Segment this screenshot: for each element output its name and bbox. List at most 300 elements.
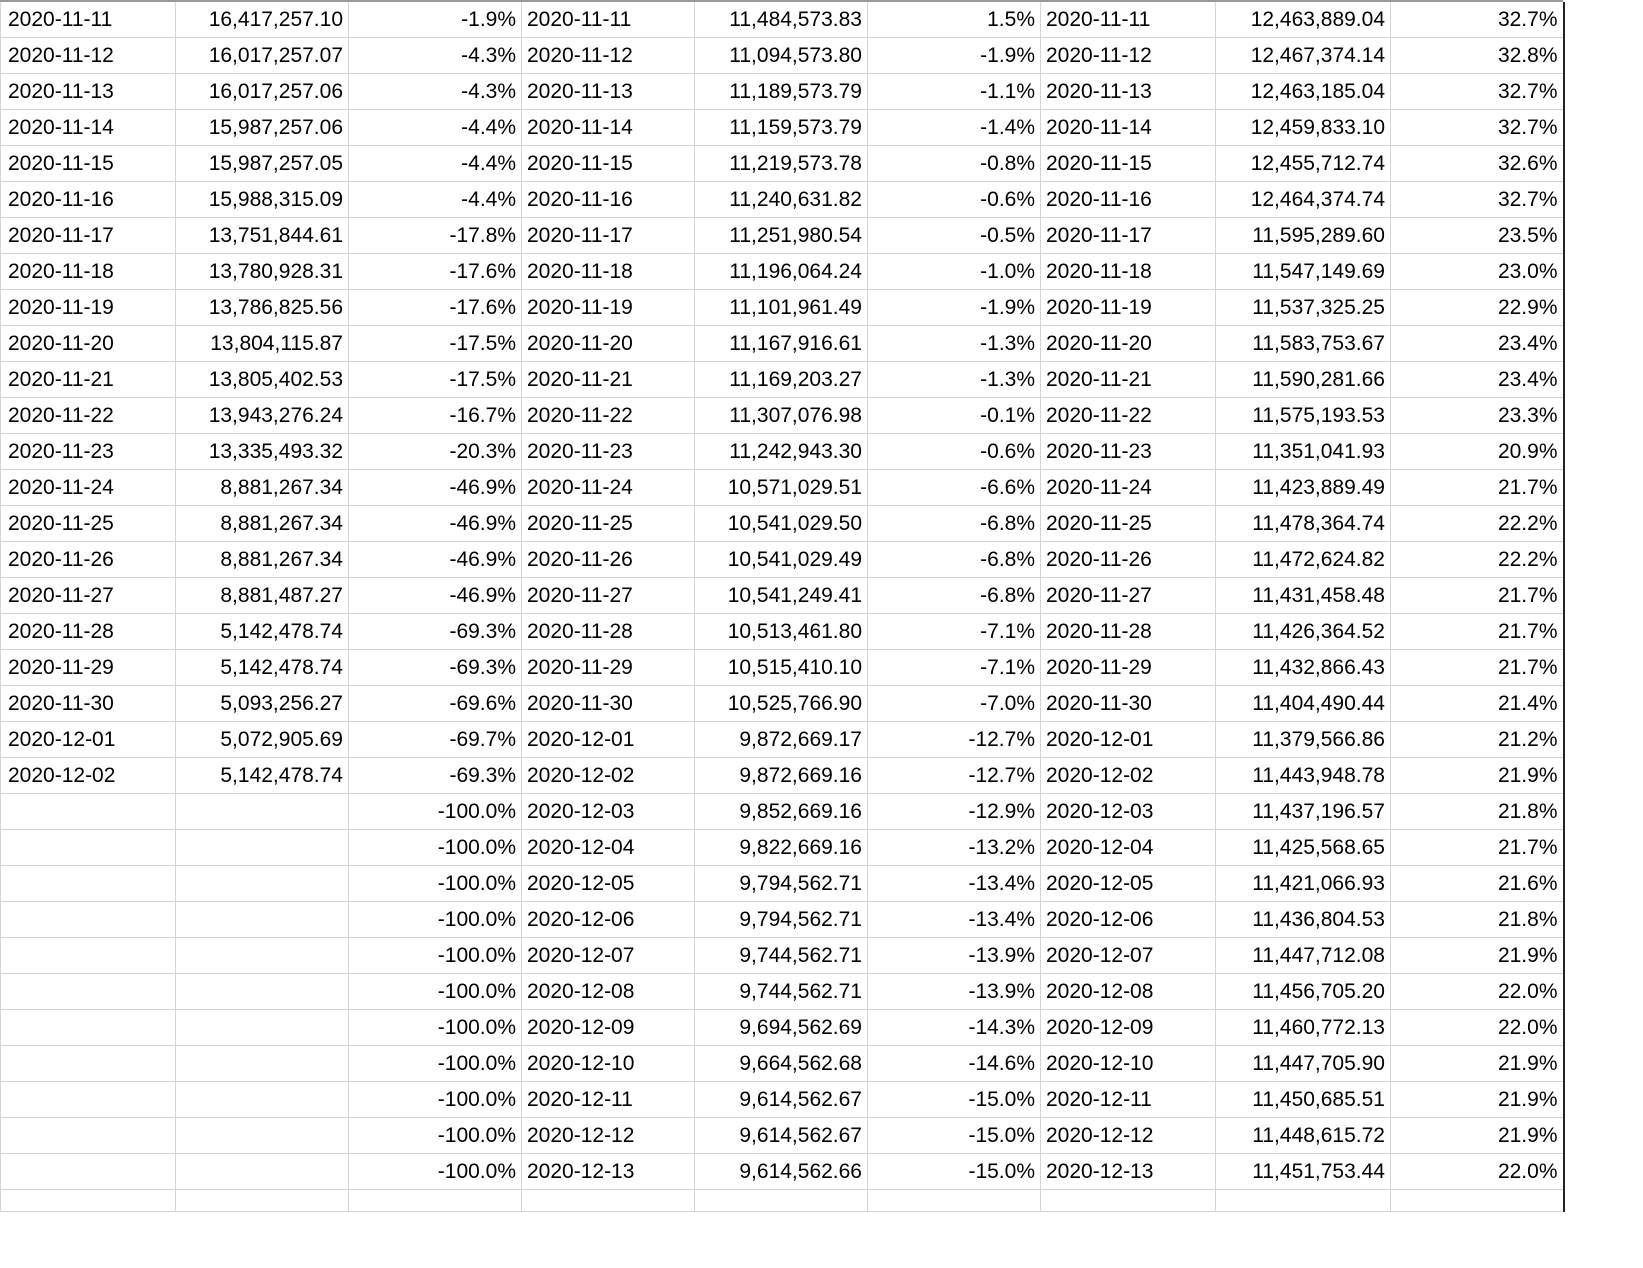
cell-date-b[interactable]: 2020-11-30 (522, 686, 695, 722)
cell-date-c[interactable]: 2020-11-18 (1041, 254, 1216, 290)
cell-date-b[interactable]: 2020-11-14 (522, 110, 695, 146)
cell-value-a[interactable] (176, 1082, 349, 1118)
cell-date-c[interactable]: 2020-11-30 (1041, 686, 1216, 722)
cell-value-c[interactable]: 11,583,753.67 (1216, 326, 1391, 362)
cell-date-c[interactable]: 2020-11-21 (1041, 362, 1216, 398)
cell-value-c[interactable]: 12,464,374.74 (1216, 182, 1391, 218)
cell-date-a[interactable]: 2020-12-02 (1, 758, 176, 794)
cell-change-b[interactable]: -6.8% (868, 578, 1041, 614)
cell-date-a[interactable]: 2020-11-23 (1, 434, 176, 470)
cell-change-c[interactable]: 21.7% (1391, 830, 1564, 866)
cell-change-b[interactable]: -12.7% (868, 722, 1041, 758)
cell-date-b[interactable]: 2020-11-28 (522, 614, 695, 650)
cell-date-a[interactable] (1, 794, 176, 830)
cell-value-a[interactable]: 5,142,478.74 (176, 758, 349, 794)
cell-change-c[interactable]: 32.7% (1391, 182, 1564, 218)
cell-value-b[interactable]: 9,614,562.66 (695, 1154, 868, 1190)
cell-change-b[interactable]: -15.0% (868, 1118, 1041, 1154)
cell-change-a[interactable]: -17.8% (349, 218, 522, 254)
cell-change-c[interactable]: 21.8% (1391, 794, 1564, 830)
cell-date-a[interactable] (1, 1046, 176, 1082)
cell-date-b[interactable]: 2020-12-13 (522, 1154, 695, 1190)
cell-date-c[interactable]: 2020-11-15 (1041, 146, 1216, 182)
cell-change-c[interactable]: 20.9% (1391, 434, 1564, 470)
cell-date-c[interactable]: 2020-11-16 (1041, 182, 1216, 218)
cell-date-b[interactable]: 2020-11-24 (522, 470, 695, 506)
cell-date-c[interactable]: 2020-11-20 (1041, 326, 1216, 362)
cell-value-c[interactable]: 12,467,374.14 (1216, 38, 1391, 74)
cell-change-b[interactable]: -0.6% (868, 434, 1041, 470)
cell-value-b[interactable]: 9,822,669.16 (695, 830, 868, 866)
cell-change-a[interactable]: -100.0% (349, 938, 522, 974)
cell-change-c[interactable]: 22.9% (1391, 290, 1564, 326)
cell-change-b[interactable]: -1.3% (868, 362, 1041, 398)
cell-date-a[interactable]: 2020-11-18 (1, 254, 176, 290)
cell-date-b[interactable]: 2020-12-11 (522, 1082, 695, 1118)
cell-value-a[interactable]: 5,072,905.69 (176, 722, 349, 758)
cell-change-b[interactable]: 1.5% (868, 2, 1041, 38)
cell-change-c[interactable]: 21.8% (1391, 902, 1564, 938)
cell-change-c[interactable]: 32.7% (1391, 74, 1564, 110)
cell-date-a[interactable] (1, 830, 176, 866)
cell-value-a[interactable]: 5,142,478.74 (176, 614, 349, 650)
cell-date-c[interactable]: 2020-12-03 (1041, 794, 1216, 830)
cell-date-b[interactable]: 2020-11-19 (522, 290, 695, 326)
cell-date-b[interactable]: 2020-11-17 (522, 218, 695, 254)
cell-date-c[interactable]: 2020-11-12 (1041, 38, 1216, 74)
cell-date-b[interactable]: 2020-12-07 (522, 938, 695, 974)
cell-value-a[interactable] (176, 1190, 349, 1212)
cell-value-c[interactable]: 11,448,615.72 (1216, 1118, 1391, 1154)
cell-value-b[interactable]: 10,513,461.80 (695, 614, 868, 650)
cell-change-a[interactable]: -100.0% (349, 1082, 522, 1118)
cell-value-a[interactable]: 15,987,257.06 (176, 110, 349, 146)
cell-value-c[interactable]: 12,463,889.04 (1216, 2, 1391, 38)
cell-date-c[interactable]: 2020-12-01 (1041, 722, 1216, 758)
cell-date-a[interactable] (1, 1082, 176, 1118)
cell-value-c[interactable]: 12,459,833.10 (1216, 110, 1391, 146)
cell-date-c[interactable]: 2020-12-10 (1041, 1046, 1216, 1082)
cell-value-c[interactable]: 11,351,041.93 (1216, 434, 1391, 470)
cell-value-b[interactable]: 9,744,562.71 (695, 974, 868, 1010)
cell-value-a[interactable]: 13,335,493.32 (176, 434, 349, 470)
cell-value-a[interactable] (176, 866, 349, 902)
cell-change-b[interactable]: -13.9% (868, 974, 1041, 1010)
cell-change-b[interactable]: -1.4% (868, 110, 1041, 146)
cell-change-c[interactable]: 21.9% (1391, 938, 1564, 974)
cell-change-a[interactable]: -4.3% (349, 38, 522, 74)
cell-change-a[interactable]: -69.3% (349, 650, 522, 686)
cell-value-a[interactable]: 13,786,825.56 (176, 290, 349, 326)
cell-date-a[interactable]: 2020-12-01 (1, 722, 176, 758)
cell-change-c[interactable]: 32.7% (1391, 110, 1564, 146)
cell-date-c[interactable]: 2020-12-11 (1041, 1082, 1216, 1118)
cell-change-c[interactable]: 22.2% (1391, 506, 1564, 542)
cell-date-b[interactable]: 2020-12-06 (522, 902, 695, 938)
cell-date-c[interactable]: 2020-11-29 (1041, 650, 1216, 686)
cell-value-b[interactable]: 11,101,961.49 (695, 290, 868, 326)
cell-date-c[interactable]: 2020-11-26 (1041, 542, 1216, 578)
cell-change-c[interactable] (1391, 1190, 1564, 1212)
cell-date-b[interactable] (522, 1190, 695, 1212)
cell-change-a[interactable]: -46.9% (349, 506, 522, 542)
cell-date-c[interactable]: 2020-11-13 (1041, 74, 1216, 110)
cell-value-c[interactable]: 11,451,753.44 (1216, 1154, 1391, 1190)
cell-value-c[interactable]: 11,437,196.57 (1216, 794, 1391, 830)
cell-change-a[interactable]: -100.0% (349, 902, 522, 938)
cell-value-b[interactable]: 9,694,562.69 (695, 1010, 868, 1046)
cell-value-a[interactable] (176, 1046, 349, 1082)
cell-value-c[interactable]: 12,463,185.04 (1216, 74, 1391, 110)
cell-change-b[interactable]: -1.3% (868, 326, 1041, 362)
cell-change-a[interactable]: -100.0% (349, 794, 522, 830)
cell-change-a[interactable]: -4.3% (349, 74, 522, 110)
cell-change-b[interactable]: -0.1% (868, 398, 1041, 434)
cell-change-c[interactable]: 21.7% (1391, 614, 1564, 650)
cell-date-a[interactable]: 2020-11-13 (1, 74, 176, 110)
cell-date-c[interactable]: 2020-12-09 (1041, 1010, 1216, 1046)
cell-value-b[interactable]: 10,541,029.50 (695, 506, 868, 542)
cell-date-c[interactable]: 2020-12-05 (1041, 866, 1216, 902)
cell-date-b[interactable]: 2020-11-21 (522, 362, 695, 398)
cell-date-b[interactable]: 2020-12-08 (522, 974, 695, 1010)
cell-date-b[interactable]: 2020-11-27 (522, 578, 695, 614)
cell-change-a[interactable]: -100.0% (349, 1118, 522, 1154)
cell-date-a[interactable]: 2020-11-12 (1, 38, 176, 74)
cell-date-c[interactable]: 2020-11-24 (1041, 470, 1216, 506)
cell-change-c[interactable]: 22.0% (1391, 1010, 1564, 1046)
cell-date-b[interactable]: 2020-11-12 (522, 38, 695, 74)
cell-date-b[interactable]: 2020-11-22 (522, 398, 695, 434)
cell-change-a[interactable]: -17.5% (349, 362, 522, 398)
cell-value-a[interactable]: 16,017,257.06 (176, 74, 349, 110)
cell-value-a[interactable]: 16,417,257.10 (176, 2, 349, 38)
cell-value-b[interactable]: 9,614,562.67 (695, 1082, 868, 1118)
cell-value-c[interactable]: 11,421,066.93 (1216, 866, 1391, 902)
cell-change-c[interactable]: 23.0% (1391, 254, 1564, 290)
cell-date-a[interactable]: 2020-11-29 (1, 650, 176, 686)
cell-date-c[interactable]: 2020-11-23 (1041, 434, 1216, 470)
cell-date-a[interactable] (1, 1118, 176, 1154)
cell-date-a[interactable]: 2020-11-24 (1, 470, 176, 506)
cell-date-a[interactable]: 2020-11-20 (1, 326, 176, 362)
cell-change-a[interactable]: -100.0% (349, 866, 522, 902)
cell-value-c[interactable]: 11,432,866.43 (1216, 650, 1391, 686)
cell-date-b[interactable]: 2020-11-15 (522, 146, 695, 182)
cell-change-b[interactable]: -7.1% (868, 650, 1041, 686)
cell-change-c[interactable]: 23.4% (1391, 362, 1564, 398)
cell-date-a[interactable]: 2020-11-26 (1, 542, 176, 578)
cell-change-b[interactable]: -6.8% (868, 506, 1041, 542)
cell-value-c[interactable]: 11,537,325.25 (1216, 290, 1391, 326)
cell-change-a[interactable]: -100.0% (349, 830, 522, 866)
cell-date-b[interactable]: 2020-11-11 (522, 2, 695, 38)
cell-date-a[interactable]: 2020-11-28 (1, 614, 176, 650)
cell-change-c[interactable]: 21.6% (1391, 866, 1564, 902)
cell-value-b[interactable]: 11,167,916.61 (695, 326, 868, 362)
cell-change-c[interactable]: 22.2% (1391, 542, 1564, 578)
cell-change-c[interactable]: 21.9% (1391, 758, 1564, 794)
cell-value-c[interactable]: 11,447,712.08 (1216, 938, 1391, 974)
cell-change-c[interactable]: 21.7% (1391, 470, 1564, 506)
cell-change-b[interactable]: -7.1% (868, 614, 1041, 650)
cell-date-b[interactable]: 2020-12-12 (522, 1118, 695, 1154)
cell-value-a[interactable]: 13,805,402.53 (176, 362, 349, 398)
cell-change-b[interactable]: -0.6% (868, 182, 1041, 218)
cell-change-a[interactable]: -17.6% (349, 254, 522, 290)
cell-date-a[interactable] (1, 902, 176, 938)
cell-value-c[interactable]: 11,472,624.82 (1216, 542, 1391, 578)
cell-change-b[interactable]: -13.4% (868, 902, 1041, 938)
cell-value-c[interactable]: 11,425,568.65 (1216, 830, 1391, 866)
cell-value-b[interactable]: 9,664,562.68 (695, 1046, 868, 1082)
cell-change-b[interactable]: -13.4% (868, 866, 1041, 902)
cell-date-b[interactable]: 2020-12-02 (522, 758, 695, 794)
cell-value-b[interactable]: 11,242,943.30 (695, 434, 868, 470)
cell-change-a[interactable] (349, 1190, 522, 1212)
cell-value-a[interactable]: 8,881,487.27 (176, 578, 349, 614)
cell-value-c[interactable]: 11,450,685.51 (1216, 1082, 1391, 1118)
cell-change-c[interactable]: 21.7% (1391, 650, 1564, 686)
cell-value-a[interactable]: 13,943,276.24 (176, 398, 349, 434)
cell-value-a[interactable]: 16,017,257.07 (176, 38, 349, 74)
cell-change-c[interactable]: 21.2% (1391, 722, 1564, 758)
cell-value-c[interactable]: 11,379,566.86 (1216, 722, 1391, 758)
cell-date-c[interactable]: 2020-12-08 (1041, 974, 1216, 1010)
cell-date-c[interactable]: 2020-11-14 (1041, 110, 1216, 146)
cell-date-a[interactable] (1, 1190, 176, 1212)
cell-value-a[interactable] (176, 1010, 349, 1046)
cell-value-b[interactable]: 11,189,573.79 (695, 74, 868, 110)
cell-change-b[interactable]: -1.9% (868, 290, 1041, 326)
cell-date-b[interactable]: 2020-11-18 (522, 254, 695, 290)
cell-value-c[interactable] (1216, 1190, 1391, 1212)
cell-value-a[interactable]: 8,881,267.34 (176, 542, 349, 578)
cell-value-c[interactable]: 11,478,364.74 (1216, 506, 1391, 542)
cell-value-c[interactable]: 11,447,705.90 (1216, 1046, 1391, 1082)
cell-value-a[interactable] (176, 1154, 349, 1190)
cell-date-c[interactable]: 2020-12-04 (1041, 830, 1216, 866)
cell-value-b[interactable]: 9,852,669.16 (695, 794, 868, 830)
cell-value-a[interactable]: 13,751,844.61 (176, 218, 349, 254)
cell-change-a[interactable]: -20.3% (349, 434, 522, 470)
cell-value-c[interactable]: 11,547,149.69 (1216, 254, 1391, 290)
cell-change-b[interactable]: -15.0% (868, 1154, 1041, 1190)
cell-date-b[interactable]: 2020-11-23 (522, 434, 695, 470)
cell-value-a[interactable] (176, 830, 349, 866)
cell-change-b[interactable]: -6.6% (868, 470, 1041, 506)
cell-change-c[interactable]: 21.9% (1391, 1046, 1564, 1082)
cell-date-c[interactable]: 2020-11-25 (1041, 506, 1216, 542)
cell-date-b[interactable]: 2020-12-01 (522, 722, 695, 758)
cell-change-a[interactable]: -4.4% (349, 146, 522, 182)
cell-change-c[interactable]: 32.6% (1391, 146, 1564, 182)
cell-change-a[interactable]: -69.7% (349, 722, 522, 758)
cell-date-a[interactable]: 2020-11-15 (1, 146, 176, 182)
cell-change-a[interactable]: -4.4% (349, 182, 522, 218)
cell-value-c[interactable]: 11,595,289.60 (1216, 218, 1391, 254)
cell-date-a[interactable] (1, 1154, 176, 1190)
cell-change-b[interactable]: -0.8% (868, 146, 1041, 182)
cell-change-a[interactable]: -100.0% (349, 1046, 522, 1082)
cell-date-c[interactable]: 2020-12-13 (1041, 1154, 1216, 1190)
cell-change-a[interactable]: -69.3% (349, 614, 522, 650)
cell-date-a[interactable] (1, 974, 176, 1010)
cell-change-b[interactable]: -1.0% (868, 254, 1041, 290)
cell-date-c[interactable]: 2020-12-02 (1041, 758, 1216, 794)
cell-value-a[interactable]: 5,142,478.74 (176, 650, 349, 686)
cell-value-b[interactable]: 11,159,573.79 (695, 110, 868, 146)
cell-date-b[interactable]: 2020-11-29 (522, 650, 695, 686)
cell-change-a[interactable]: -46.9% (349, 542, 522, 578)
cell-value-b[interactable]: 11,240,631.82 (695, 182, 868, 218)
cell-date-b[interactable]: 2020-12-03 (522, 794, 695, 830)
cell-date-a[interactable]: 2020-11-19 (1, 290, 176, 326)
cell-date-a[interactable]: 2020-11-11 (1, 2, 176, 38)
cell-change-a[interactable]: -100.0% (349, 1010, 522, 1046)
cell-change-a[interactable]: -69.6% (349, 686, 522, 722)
cell-date-b[interactable]: 2020-12-10 (522, 1046, 695, 1082)
cell-change-c[interactable]: 23.4% (1391, 326, 1564, 362)
cell-value-b[interactable]: 10,541,249.41 (695, 578, 868, 614)
cell-date-a[interactable] (1, 866, 176, 902)
cell-change-a[interactable]: -1.9% (349, 2, 522, 38)
cell-value-a[interactable]: 15,988,315.09 (176, 182, 349, 218)
cell-date-b[interactable]: 2020-12-09 (522, 1010, 695, 1046)
cell-value-b[interactable]: 11,196,064.24 (695, 254, 868, 290)
cell-change-c[interactable]: 22.0% (1391, 974, 1564, 1010)
cell-value-b[interactable]: 10,525,766.90 (695, 686, 868, 722)
cell-value-b[interactable]: 11,094,573.80 (695, 38, 868, 74)
cell-change-b[interactable]: -1.1% (868, 74, 1041, 110)
cell-date-c[interactable]: 2020-12-07 (1041, 938, 1216, 974)
cell-change-b[interactable]: -7.0% (868, 686, 1041, 722)
cell-date-b[interactable]: 2020-11-16 (522, 182, 695, 218)
cell-date-b[interactable]: 2020-11-26 (522, 542, 695, 578)
cell-date-b[interactable]: 2020-11-25 (522, 506, 695, 542)
cell-date-c[interactable]: 2020-11-19 (1041, 290, 1216, 326)
cell-value-b[interactable]: 11,251,980.54 (695, 218, 868, 254)
cell-change-c[interactable]: 23.3% (1391, 398, 1564, 434)
cell-date-c[interactable]: 2020-11-22 (1041, 398, 1216, 434)
cell-date-a[interactable] (1, 938, 176, 974)
cell-value-c[interactable]: 11,590,281.66 (1216, 362, 1391, 398)
cell-change-a[interactable]: -100.0% (349, 974, 522, 1010)
cell-change-b[interactable]: -1.9% (868, 38, 1041, 74)
cell-date-a[interactable]: 2020-11-22 (1, 398, 176, 434)
cell-value-a[interactable] (176, 902, 349, 938)
cell-value-b[interactable]: 9,614,562.67 (695, 1118, 868, 1154)
cell-value-c[interactable]: 11,456,705.20 (1216, 974, 1391, 1010)
cell-change-a[interactable]: -4.4% (349, 110, 522, 146)
cell-date-c[interactable]: 2020-12-12 (1041, 1118, 1216, 1154)
cell-value-c[interactable]: 11,436,804.53 (1216, 902, 1391, 938)
cell-value-b[interactable]: 9,794,562.71 (695, 866, 868, 902)
cell-value-a[interactable] (176, 1118, 349, 1154)
cell-value-b[interactable]: 11,307,076.98 (695, 398, 868, 434)
cell-value-b[interactable]: 10,541,029.49 (695, 542, 868, 578)
cell-value-a[interactable] (176, 974, 349, 1010)
cell-change-c[interactable]: 21.4% (1391, 686, 1564, 722)
cell-value-a[interactable]: 13,780,928.31 (176, 254, 349, 290)
cell-value-b[interactable]: 10,515,410.10 (695, 650, 868, 686)
cell-value-c[interactable]: 12,455,712.74 (1216, 146, 1391, 182)
cell-value-c[interactable]: 11,431,458.48 (1216, 578, 1391, 614)
cell-value-c[interactable]: 11,426,364.52 (1216, 614, 1391, 650)
cell-value-a[interactable]: 8,881,267.34 (176, 470, 349, 506)
cell-change-b[interactable]: -6.8% (868, 542, 1041, 578)
cell-date-c[interactable] (1041, 1190, 1216, 1212)
cell-value-a[interactable]: 8,881,267.34 (176, 506, 349, 542)
cell-change-c[interactable]: 22.0% (1391, 1154, 1564, 1190)
cell-change-a[interactable]: -46.9% (349, 470, 522, 506)
cell-change-a[interactable]: -16.7% (349, 398, 522, 434)
cell-date-c[interactable]: 2020-12-06 (1041, 902, 1216, 938)
cell-date-b[interactable]: 2020-12-04 (522, 830, 695, 866)
cell-value-c[interactable]: 11,575,193.53 (1216, 398, 1391, 434)
cell-change-c[interactable]: 32.7% (1391, 2, 1564, 38)
cell-date-c[interactable]: 2020-11-17 (1041, 218, 1216, 254)
cell-date-a[interactable]: 2020-11-17 (1, 218, 176, 254)
cell-date-a[interactable]: 2020-11-25 (1, 506, 176, 542)
cell-date-c[interactable]: 2020-11-11 (1041, 2, 1216, 38)
cell-date-b[interactable]: 2020-11-20 (522, 326, 695, 362)
cell-value-a[interactable]: 13,804,115.87 (176, 326, 349, 362)
cell-change-b[interactable] (868, 1190, 1041, 1212)
cell-value-b[interactable]: 11,169,203.27 (695, 362, 868, 398)
cell-change-b[interactable]: -14.3% (868, 1010, 1041, 1046)
cell-date-b[interactable]: 2020-12-05 (522, 866, 695, 902)
cell-change-b[interactable]: -12.7% (868, 758, 1041, 794)
cell-date-a[interactable]: 2020-11-30 (1, 686, 176, 722)
cell-value-b[interactable]: 9,744,562.71 (695, 938, 868, 974)
cell-change-a[interactable]: -100.0% (349, 1154, 522, 1190)
cell-change-a[interactable]: -17.5% (349, 326, 522, 362)
cell-date-a[interactable]: 2020-11-16 (1, 182, 176, 218)
cell-date-a[interactable]: 2020-11-21 (1, 362, 176, 398)
cell-change-b[interactable]: -15.0% (868, 1082, 1041, 1118)
cell-value-a[interactable] (176, 794, 349, 830)
cell-value-a[interactable]: 15,987,257.05 (176, 146, 349, 182)
cell-value-c[interactable]: 11,460,772.13 (1216, 1010, 1391, 1046)
cell-date-a[interactable] (1, 1010, 176, 1046)
cell-value-b[interactable]: 9,794,562.71 (695, 902, 868, 938)
cell-date-c[interactable]: 2020-11-27 (1041, 578, 1216, 614)
cell-value-c[interactable]: 11,404,490.44 (1216, 686, 1391, 722)
cell-change-b[interactable]: -14.6% (868, 1046, 1041, 1082)
cell-value-b[interactable]: 11,484,573.83 (695, 2, 868, 38)
cell-value-c[interactable]: 11,423,889.49 (1216, 470, 1391, 506)
cell-change-a[interactable]: -69.3% (349, 758, 522, 794)
cell-change-a[interactable]: -17.6% (349, 290, 522, 326)
cell-change-b[interactable]: -12.9% (868, 794, 1041, 830)
cell-date-c[interactable]: 2020-11-28 (1041, 614, 1216, 650)
cell-change-b[interactable]: -13.2% (868, 830, 1041, 866)
cell-change-c[interactable]: 32.8% (1391, 38, 1564, 74)
cell-value-a[interactable]: 5,093,256.27 (176, 686, 349, 722)
cell-date-b[interactable]: 2020-11-13 (522, 74, 695, 110)
cell-date-a[interactable]: 2020-11-14 (1, 110, 176, 146)
cell-value-b[interactable]: 11,219,573.78 (695, 146, 868, 182)
cell-value-c[interactable]: 11,443,948.78 (1216, 758, 1391, 794)
cell-value-b[interactable] (695, 1190, 868, 1212)
cell-change-c[interactable]: 21.9% (1391, 1082, 1564, 1118)
cell-date-a[interactable]: 2020-11-27 (1, 578, 176, 614)
cell-change-c[interactable]: 23.5% (1391, 218, 1564, 254)
cell-value-b[interactable]: 9,872,669.17 (695, 722, 868, 758)
cell-change-a[interactable]: -46.9% (349, 578, 522, 614)
cell-value-a[interactable] (176, 938, 349, 974)
